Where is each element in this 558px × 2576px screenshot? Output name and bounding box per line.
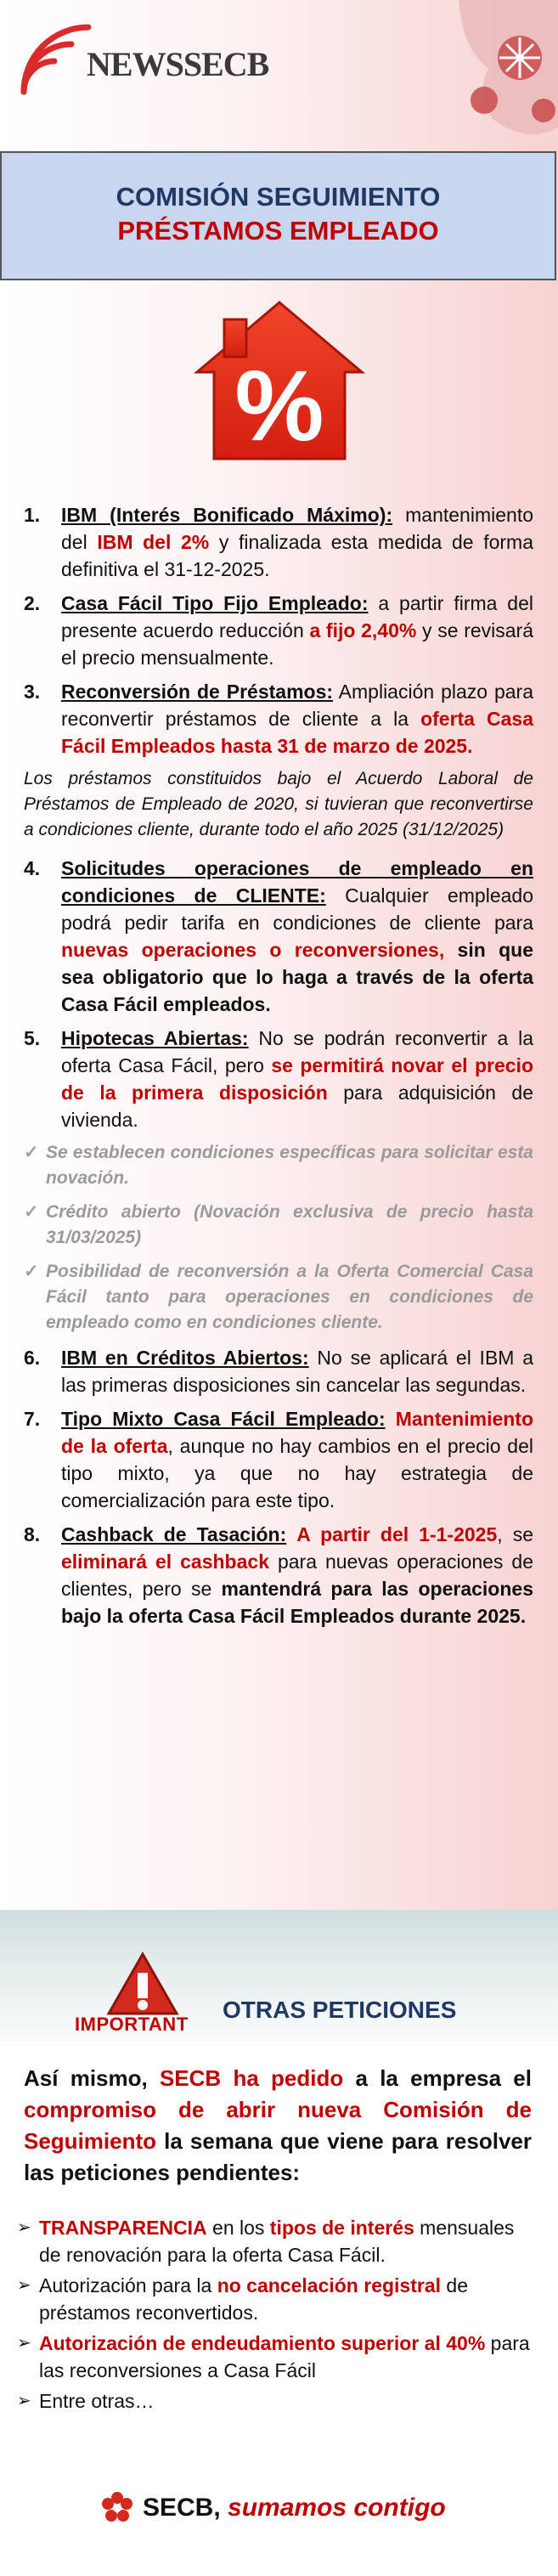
peticion-item	[17, 2387, 532, 2415]
footer-slogan: sumamos contigo	[228, 2494, 446, 2522]
logo-secb-text: SECB	[183, 45, 269, 83]
text-run: Cualquier empleado podrá pedir tarifa en condiciones de cliente para	[61, 884, 533, 934]
text-run: y finalizada esta medida de forma definitiva el 31-12-2025.	[61, 531, 533, 580]
note-text: Los préstamos constituidos bajo el Acuerdo Laboral de Préstamos de Empleado de 2020, si tuvieran que reconvertirse a condiciones cliente, durante todo el año 2025 (31/12/2025)	[24, 769, 533, 839]
text-run: oferta Casa Fácil Empleados hasta 31 de marzo de 2025.	[61, 708, 533, 757]
item-number: 8.	[24, 1523, 41, 1545]
text-run: No se aplicará el IBM a las primeras disposiciones sin cancelar las segundas.	[61, 1347, 533, 1396]
item-number: 3.	[24, 681, 41, 703]
numbered-item	[24, 678, 533, 760]
text-run: Hipotecas Abiertas:	[61, 1027, 249, 1049]
title-line-2: PRÉSTAMOS EMPLEADO	[117, 216, 439, 246]
house-percent-icon	[190, 296, 369, 466]
text-run: Tipo Mixto Casa Fácil Empleado:	[61, 1408, 386, 1430]
item-number: 5.	[24, 1027, 41, 1049]
check-text: Crédito abierto (Novación exclusiva de precio hasta 31/03/2025)	[46, 1202, 533, 1247]
text-run: TRANSPARENCIA	[39, 2217, 207, 2239]
text-run: para nuevas operaciones de clientes, pero se	[61, 1551, 533, 1600]
text-run: compromiso de abrir nueva Comisión de Seguimiento	[24, 2097, 532, 2154]
header	[0, 0, 558, 144]
item-text	[61, 1405, 533, 1514]
text-run: IBM (Interés Bonificado Máximo):	[61, 504, 393, 526]
text-run: sin que sea obligatorio que lo haga a través de la oferta Casa Fácil empleados.	[61, 939, 533, 1015]
text-run: mantendrá para las operaciones bajo la oferta Casa Fácil Empleados durante 2025.	[61, 1578, 533, 1627]
text-run: Así mismo,	[24, 2065, 160, 2091]
peticion-item	[17, 2272, 532, 2326]
logo-news-text: NEWS	[87, 45, 183, 83]
title-box	[0, 151, 556, 280]
text-run: tipos de interés	[269, 2217, 414, 2239]
text-run: IBM en Créditos Abiertos:	[61, 1347, 309, 1369]
item-text	[61, 1025, 533, 1133]
peticion-text	[39, 2214, 532, 2268]
secb-flower-icon	[100, 2491, 134, 2525]
numbered-item	[24, 1521, 533, 1630]
arrow-bullet-icon: ➢	[17, 2334, 31, 2353]
items-list-2	[24, 855, 533, 1133]
checkmark-icon: ✓	[24, 1143, 39, 1162]
footer-brand: SECB,	[143, 2494, 221, 2522]
section2-intro	[24, 2063, 532, 2189]
check-text: Se establecen condiciones específicas para solicitar esta novación.	[46, 1143, 533, 1188]
peticiones-list	[17, 2214, 532, 2418]
title-line-1: COMISIÓN SEGUIMIENTO	[116, 182, 441, 212]
check-text: Posibilidad de reconversión a la Oferta Comercial Casa Fácil tanto para operaciones en condiciones de empleado como en condiciones cliente.	[46, 1262, 533, 1332]
item-text	[61, 1521, 533, 1630]
text-run: eliminará el cashback	[61, 1551, 269, 1573]
peticion-text	[39, 2330, 532, 2384]
house-percent-symbol: %	[234, 350, 324, 462]
item-text	[61, 501, 533, 583]
peticion-item	[17, 2330, 532, 2384]
peticion-text	[39, 2387, 532, 2415]
numbered-item	[24, 1344, 533, 1398]
peticion-item	[17, 2214, 532, 2268]
text-run: Solicitudes operaciones de empleado en condiciones de CLIENTE:	[61, 857, 533, 907]
otras-peticiones-heading: OTRAS PETICIONES	[223, 1997, 457, 2023]
text-run: Casa Fácil Tipo Fijo Empleado:	[61, 592, 369, 614]
arrow-bullet-icon: ➢	[17, 2392, 31, 2410]
footer	[100, 2491, 446, 2525]
newssecb-logo	[19, 44, 268, 84]
item-number: 1.	[24, 504, 41, 526]
text-run: Reconversión de Préstamos:	[61, 681, 334, 703]
check-item	[24, 1140, 533, 1191]
items-list-1	[24, 501, 533, 760]
text-run: a fijo 2,40%	[309, 619, 417, 641]
text-run: para las reconversiones a Casa Fácil	[39, 2332, 530, 2381]
item-number: 6.	[24, 1347, 41, 1369]
text-run: se permitirá novar el precio de la primera disposición	[61, 1054, 533, 1104]
text-run: Cashback de Tasación:	[61, 1523, 287, 1545]
numbered-item	[24, 1405, 533, 1514]
text-run: a la empresa el	[343, 2065, 532, 2091]
text-run: de préstamos reconvertidos.	[39, 2274, 468, 2324]
peticion-text	[39, 2272, 532, 2326]
item-number: 4.	[24, 857, 41, 879]
numbered-item	[24, 855, 533, 1018]
text-run: Entre otras…	[39, 2390, 155, 2412]
text-run: , se	[497, 1523, 533, 1545]
text-run: nuevas operaciones o reconversiones,	[61, 939, 445, 961]
check-item	[24, 1200, 533, 1251]
text-run: A partir del 1-1-2025	[296, 1523, 498, 1545]
text-run: para adquisición de vivienda.	[61, 1082, 533, 1131]
item-text	[61, 590, 533, 671]
text-run: Mantenimiento de la oferta	[61, 1408, 534, 1457]
text-run: a partir firma del presente acuerdo reducción	[61, 592, 533, 641]
text-run: SECB ha pedido	[159, 2065, 344, 2091]
text-run: en los	[206, 2217, 270, 2239]
important-label: IMPORTANT	[75, 2014, 189, 2035]
items-list-3	[24, 1344, 533, 1630]
text-run: mensuales de renovación para la oferta Casa Fácil.	[39, 2217, 515, 2266]
check-item	[24, 1259, 533, 1336]
text-run: No se podrán reconvertir a la oferta Casa Fácil, pero	[61, 1027, 533, 1076]
numbered-item	[24, 590, 533, 671]
item-text	[61, 1344, 533, 1398]
text-run: y se revisará el precio mensualmente.	[61, 619, 534, 669]
arrow-bullet-icon: ➢	[17, 2218, 31, 2237]
numbered-item	[24, 1025, 533, 1133]
checkmark-icon: ✓	[24, 1262, 39, 1281]
item-number: 7.	[24, 1408, 41, 1430]
main-content	[24, 501, 533, 1636]
text-run: Autorización de endeudamiento superior al 40%	[39, 2332, 486, 2354]
text-run	[386, 1408, 396, 1430]
checks-list	[24, 1140, 533, 1336]
item-text	[61, 678, 533, 760]
numbered-item	[24, 501, 533, 583]
item-number: 2.	[24, 592, 41, 614]
text-run: Ampliación plazo para reconvertir préstamos de cliente a la	[61, 681, 533, 730]
text-run: la semana que viene para resolver las peticiones pendientes:	[24, 2128, 532, 2185]
text-run: , aunque no hay cambios en el precio del tipo mixto, ya que no hay estrategia de comercialización para este tipo.	[61, 1435, 533, 1511]
text-run: mantenimiento del	[61, 504, 533, 553]
arrow-bullet-icon: ➢	[17, 2276, 31, 2295]
item-text	[61, 855, 533, 1018]
text-run: IBM del 2%	[97, 531, 210, 553]
text-run: Autorización para la	[39, 2274, 217, 2296]
text-run	[286, 1523, 296, 1545]
text-run: no cancelación registral	[217, 2274, 442, 2296]
footer-text	[143, 2494, 446, 2522]
checkmark-icon: ✓	[24, 1202, 39, 1222]
